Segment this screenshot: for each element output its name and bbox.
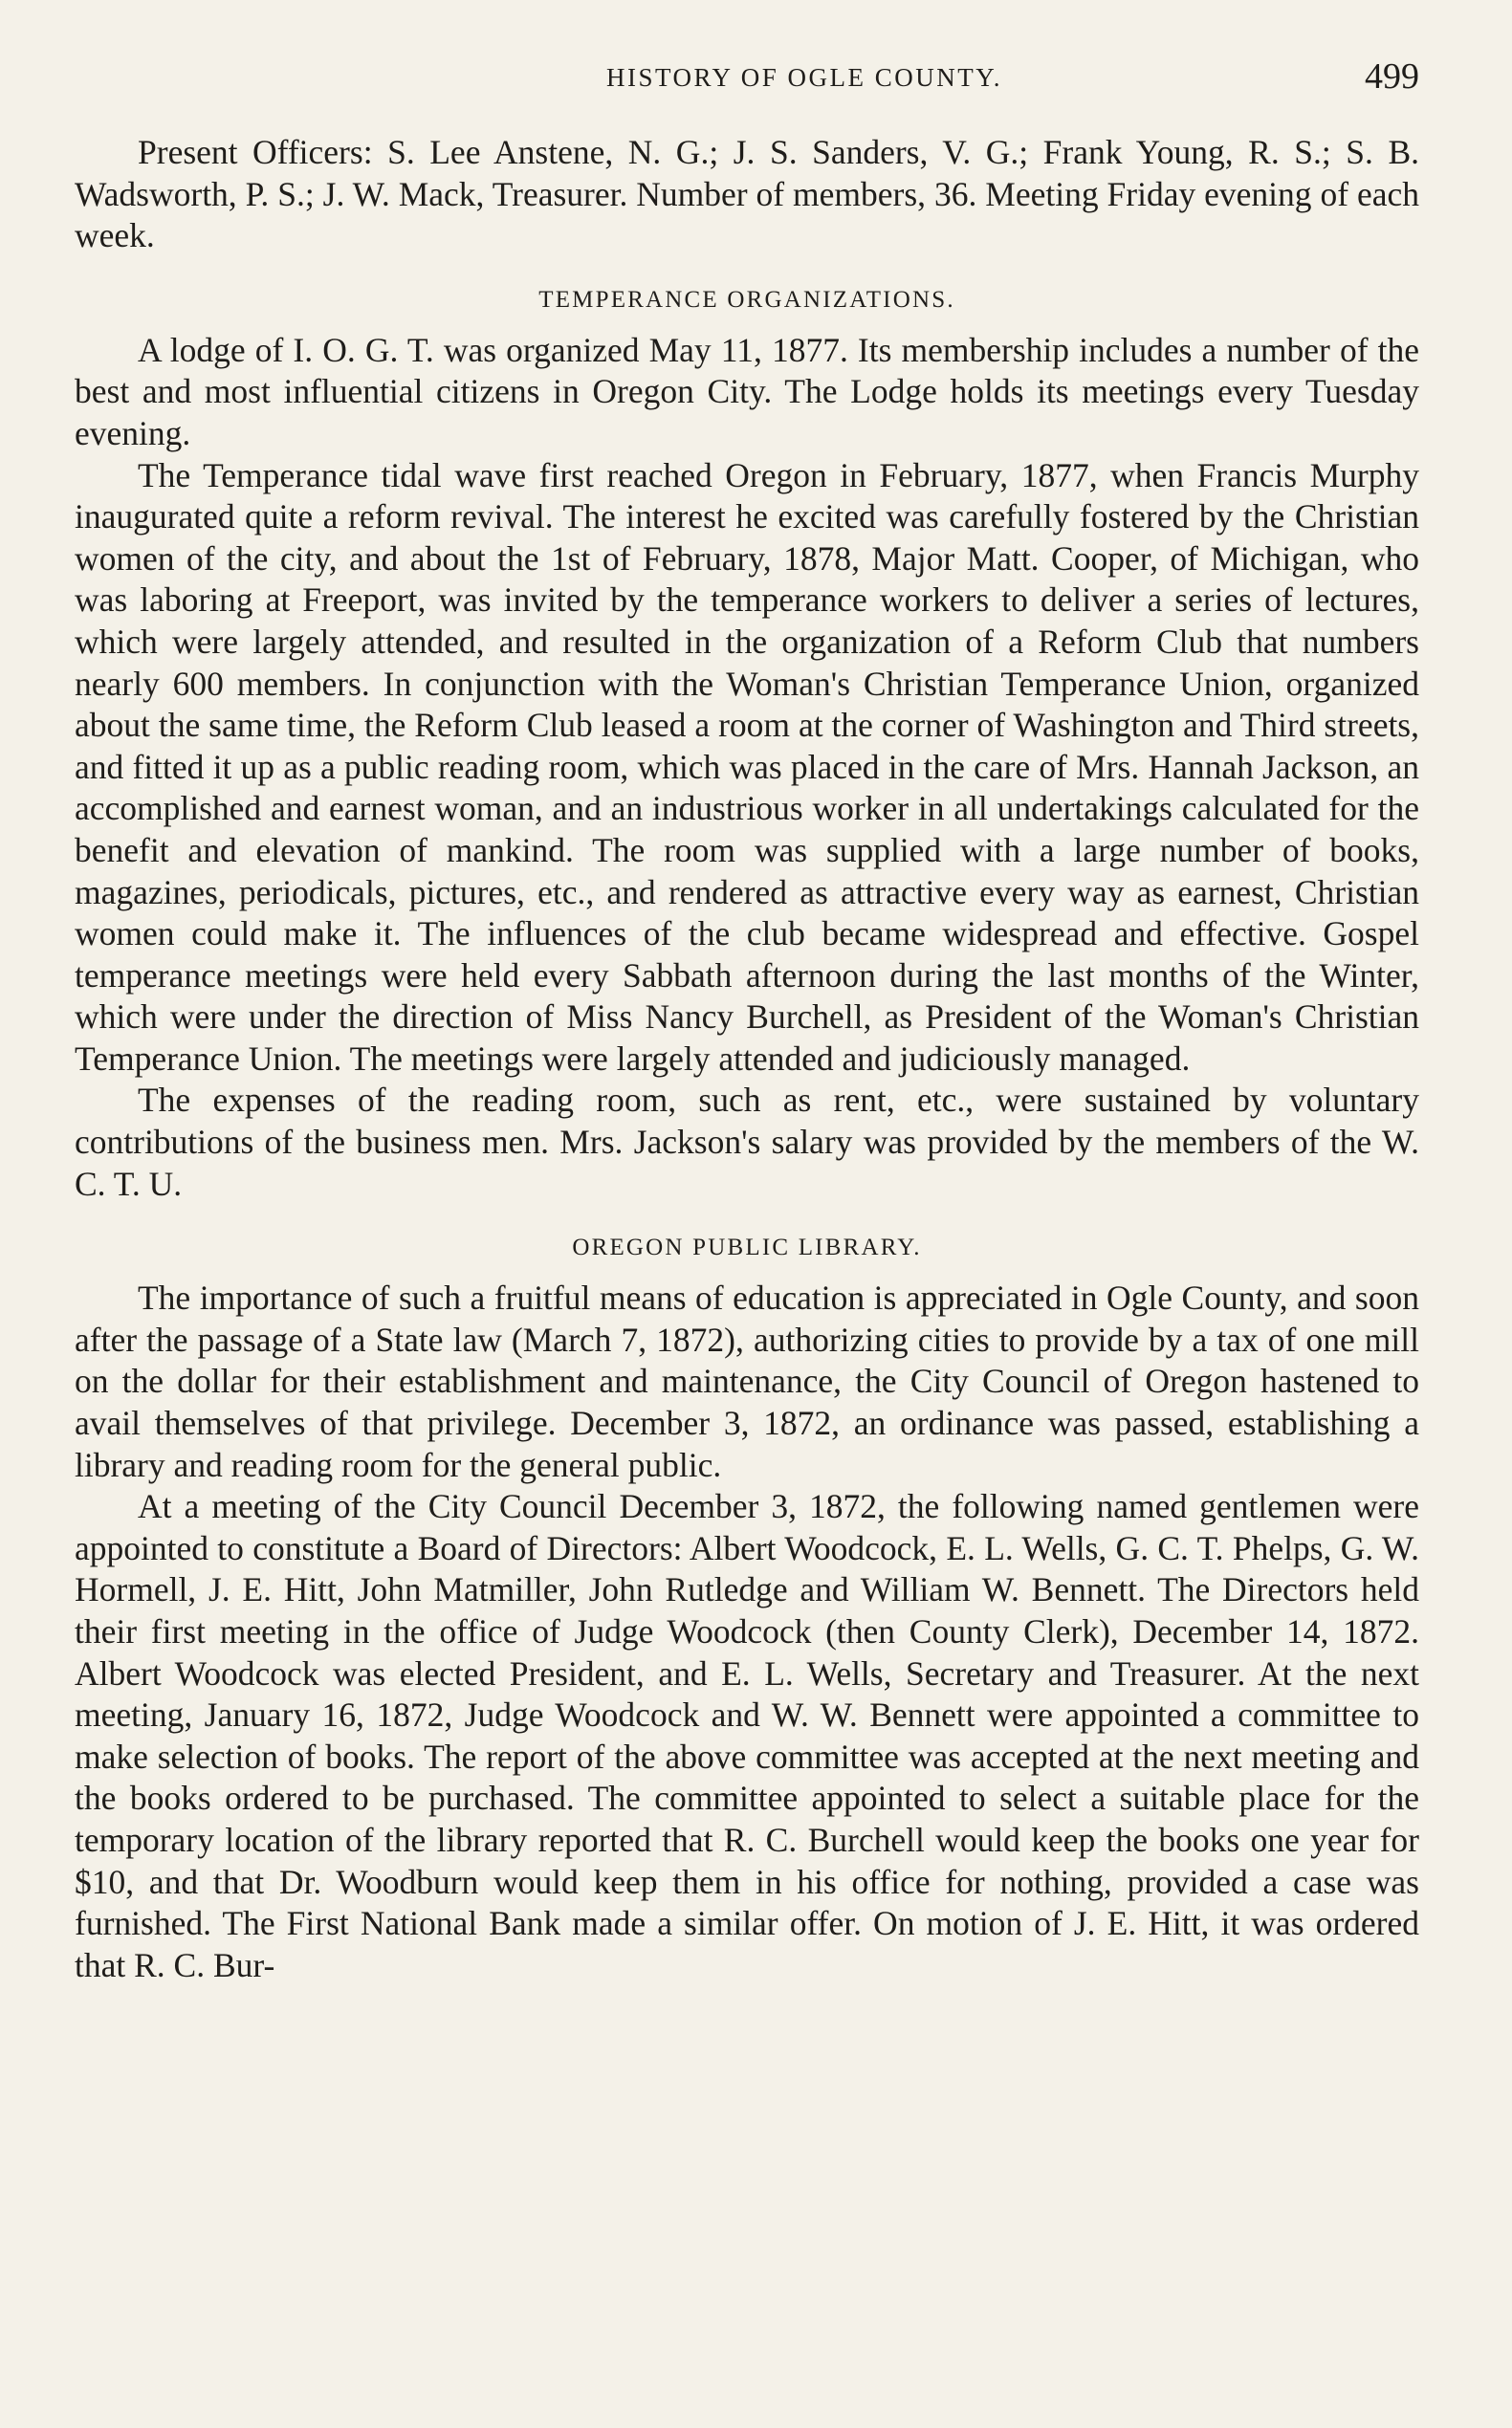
section-temperance-organizations (75, 257, 1419, 1205)
paragraph-board-of-directors: At a meeting of the City Council December 3, 1872, the following named gentlemen were appointed to constitute a Board of Directors: Albert Woodcock, E. L. Wells, G. C. T. Phelps, G. W. Hormell, J. E. Hitt, John Matmiller, John Rutledge and William W. Bennett. The Directors held their first meeting in the office of Judge Woodcock (then County Clerk), December 14, 1872. Albert Woodcock was elected President, and E. L. Wells, Secretary and Treasurer. At the next meeting, January 16, 1872, Judge Woodcock and W. W. Bennett were appointed a committee to make selection of books. The report of the above committee was accepted at the next meeting and the books ordered to be purchased. The committee appointed to select a suitable place for the temporary location of the library reported that R. C. Burchell would keep the books one year for $10, and that Dr. Woodburn would keep them in his office for nothing, provided a case was furnished. The First National Bank made a similar offer. On motion of J. E. Hitt, it was ordered that R. C. Bur- (75, 1487, 1419, 1984)
section-officers (75, 132, 1419, 257)
running-head-title: HISTORY OF OGLE COUNTY. (605, 63, 1003, 92)
paragraph-reading-room-expenses: The expenses of the reading room, such as rent, etc., were sustained by voluntary contributions of the business men. Mrs. Jackson's salary was provided by the members of the W. C. T. U. (75, 1081, 1419, 1203)
paragraph-temperance-wave: The Temperance tidal wave first reached Oregon in February, 1877, when Francis Murphy inaugurated quite a reform revival. The interest he excited was carefully fostered by the Christian women of the city, and about the 1st of February, 1878, Major Matt. Cooper, of Michigan, who was laboring at Freeport, was invited by the temperance workers to deliver a series of lectures, which were largely attended, and resulted in the organization of a Reform Club that numbers nearly 600 members. In conjunction with the Woman's Christian Temperance Union, organized about the same time, the Reform Club leased a room at the corner of Washington and Third streets, and fitted it up as a public reading room, which was placed in the care of Mrs. Hannah Jackson, an accomplished and earnest woman, and an industrious worker in all undertakings calculated for the benefit and elevation of mankind. The room was supplied with a large number of books, magazines, periodicals, pictures, etc., and rendered as attractive every way as earnest, Christian women could make it. The influences of the club became widespread and effective. Gospel temperance meetings were held every Sabbath afternoon during the last months of the Winter, which were under the direction of Miss Nancy Burchell, as President of the Woman's Christian Temperance Union. The meetings were largely attended and judiciously managed. (75, 455, 1419, 1078)
page-number: 499 (1365, 56, 1419, 97)
paragraph-iogt-lodge: A lodge of I. O. G. T. was organized May 11, 1877. Its membership includes a number of the best and most influential citizens in Oregon City. The Lodge holds its meetings every Tuesday evening. (75, 330, 1419, 452)
section-heading-library: OREGON PUBLIC LIBRARY. (572, 1235, 922, 1261)
section-heading-temperance: TEMPERANCE ORGANIZATIONS. (538, 286, 955, 313)
paragraph-library-importance: The importance of such a fruitful means of education is appreciated in Ogle County, and soon after the passage of a State law (March 7, 1872), authorizing cities to provide by a tax of one mill on the dollar for their establishment and maintenance, the City Council of Oregon hastened to avail themselves of that privilege. December 3, 1872, an ordinance was passed, establishing a library and reading room for the general public. (75, 1279, 1419, 1484)
running-head (75, 55, 1419, 105)
paragraph-present-officers: Present Officers: S. Lee Anstene, N. G.; J. S. Sanders, V. G.; Frank Young, R. S.; S. B. Wadsworth, P. S.; J. W. Mack, Treasurer. Number of members, 36. Meeting Friday evening of each week. (75, 133, 1419, 255)
section-oregon-public-library (75, 1205, 1419, 1986)
